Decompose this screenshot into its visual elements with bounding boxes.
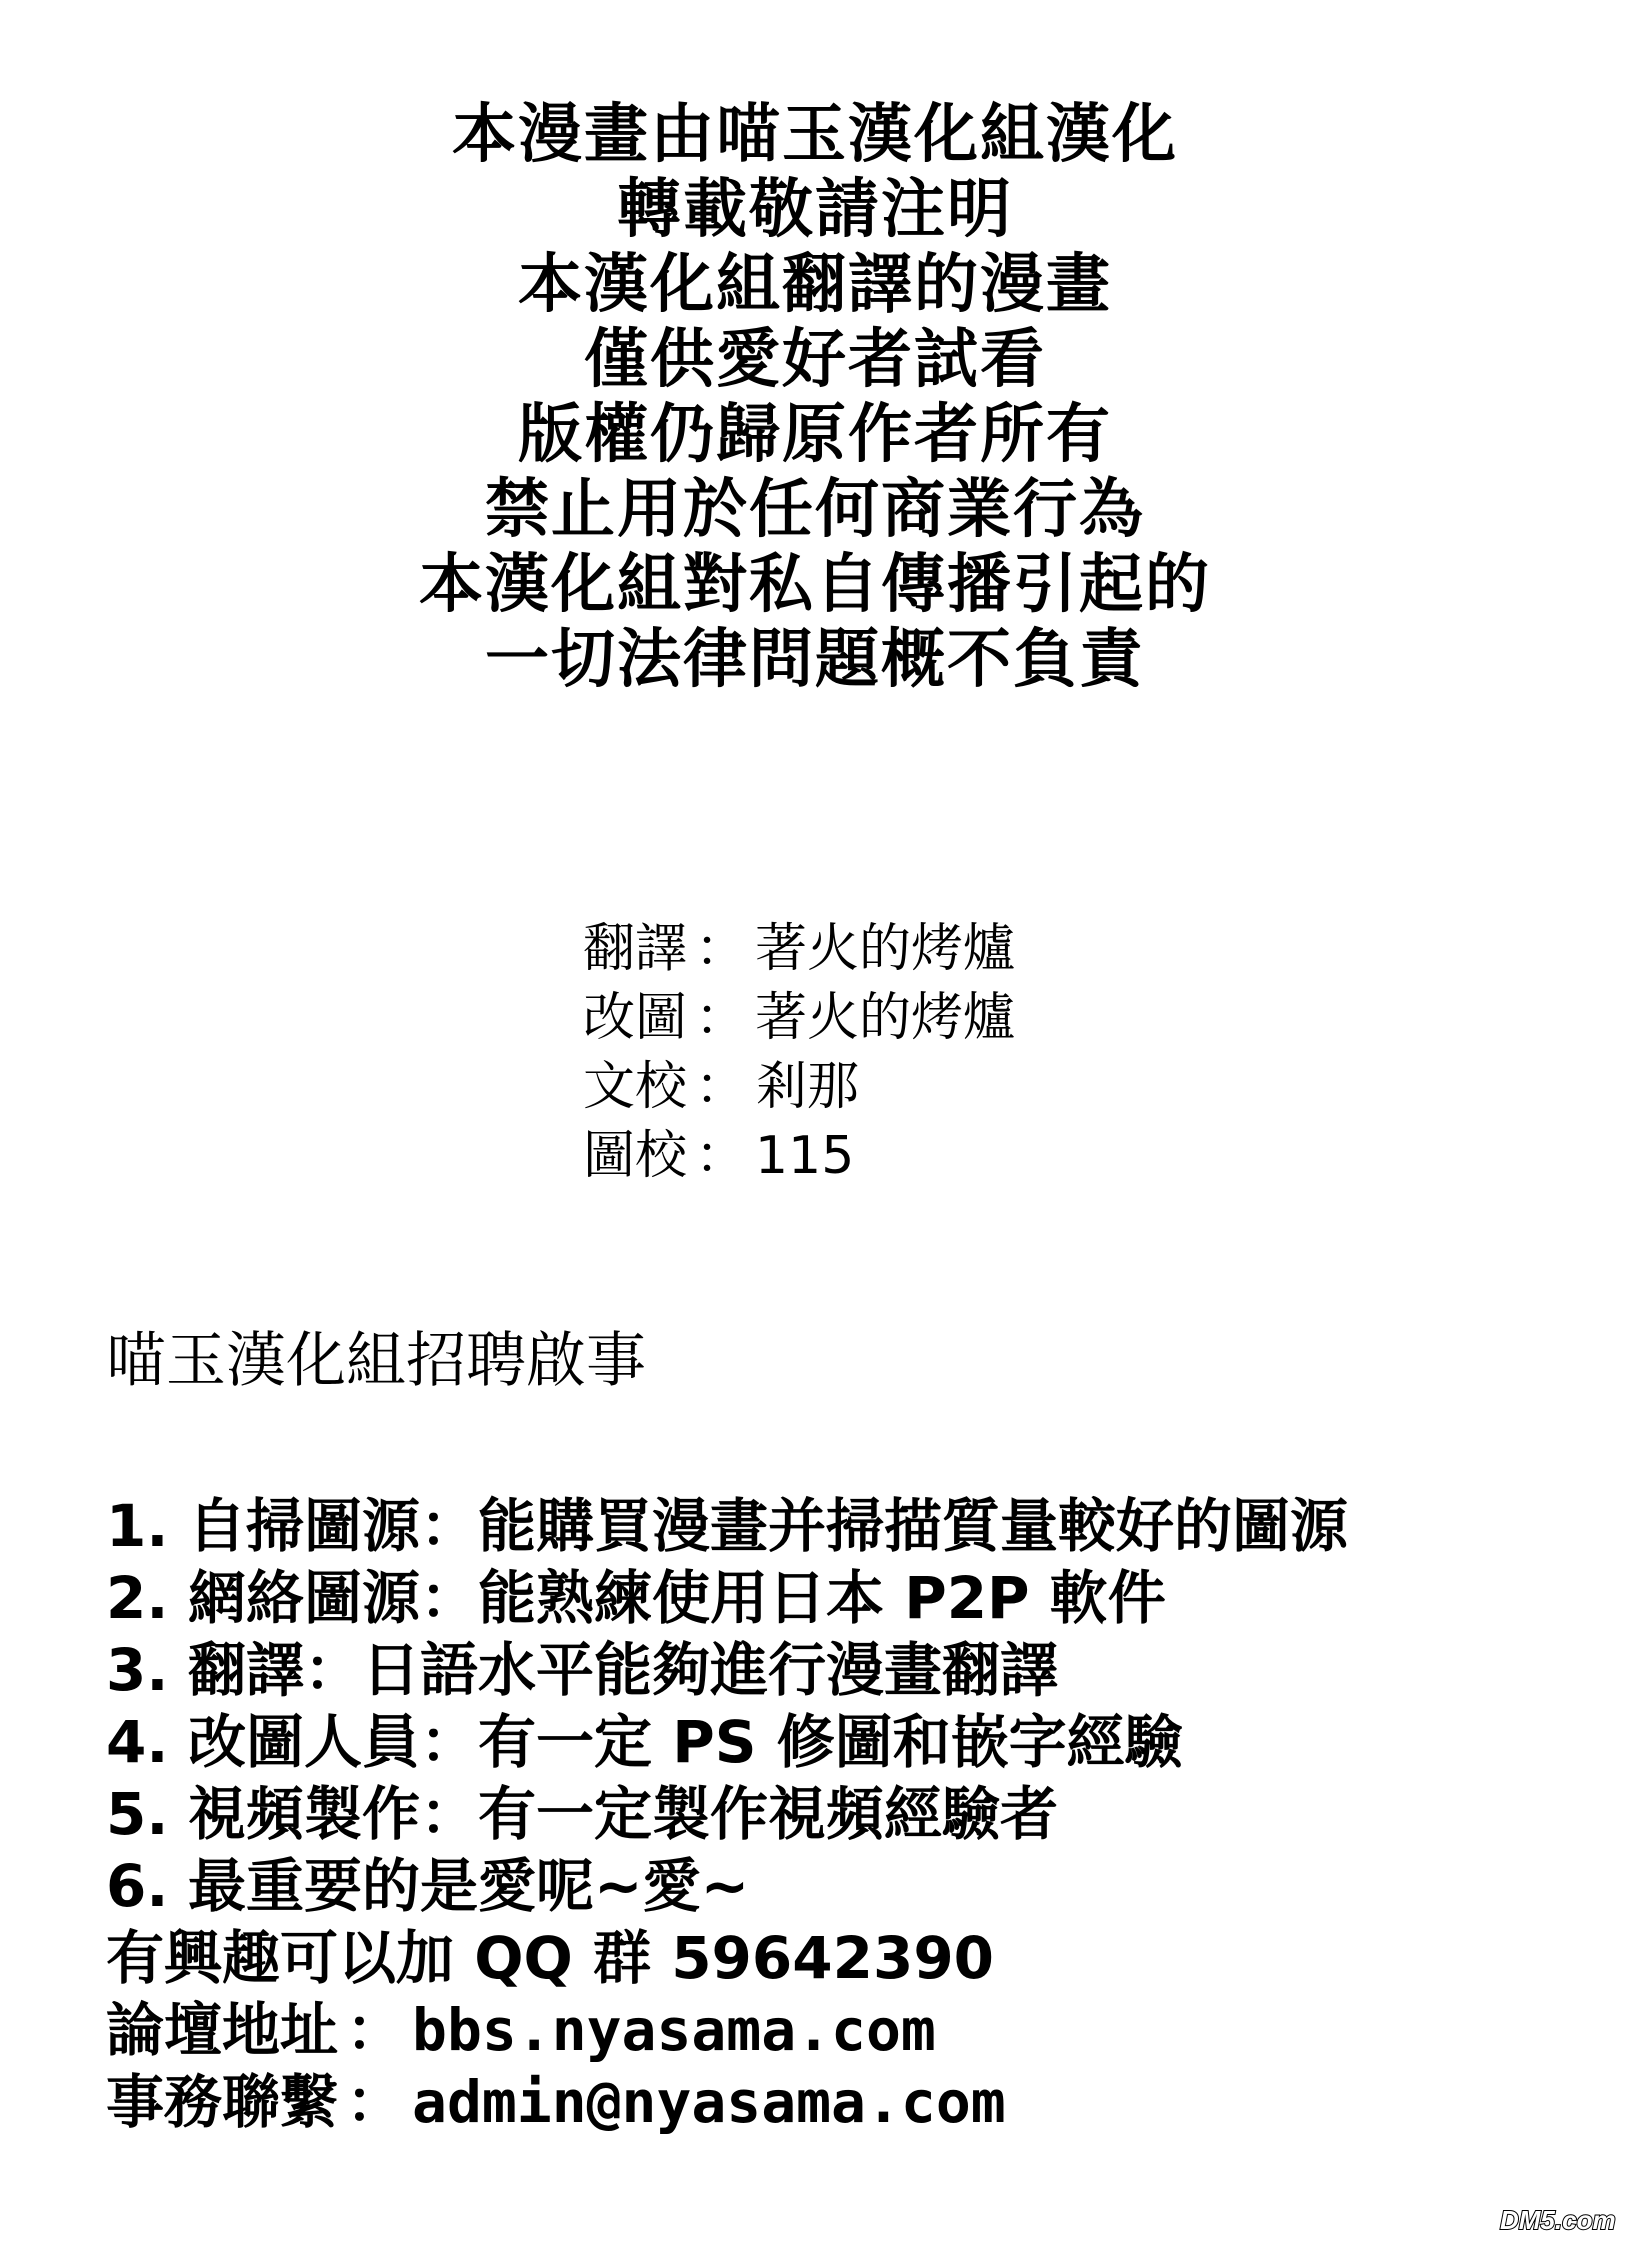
credit-name: 115 [755,1126,855,1186]
forum-link[interactable]: bbs.nyasama.com [412,1996,936,2064]
requirement-text: 改圖人員：有一定 PS 修圖和嵌字經驗 [188,1708,1183,1776]
credit-row [583,1122,1015,1191]
disclaimer-line: 本漫畫由喵玉漢化組漢化 [452,98,1178,172]
requirement-item [106,1562,1348,1634]
forum-sep: ： [346,1996,405,2064]
credit-name: 著火的烤爐 [755,988,1016,1048]
recruitment-title: 喵玉漢化組招聘啟事 [106,1326,646,1396]
credit-sep: ： [695,1057,748,1117]
requirement-number: 4. [106,1708,169,1776]
requirement-number: 6. [106,1852,169,1920]
email-sep: ： [346,2068,405,2136]
email-label: 事務聯繫 [106,2068,339,2136]
credit-name: 著火的烤爐 [755,919,1016,979]
credit-row [583,1053,1015,1122]
dm5-watermark-logo [1498,2195,1616,2241]
requirement-text: 自掃圖源：能購買漫畫并掃描質量較好的圖源 [188,1492,1349,1560]
requirement-item [106,1706,1348,1778]
email-line [106,2066,1006,2138]
requirement-item [106,1778,1348,1850]
requirement-text: 翻譯：日語水平能夠進行漫畫翻譯 [188,1636,1059,1704]
requirement-number: 1. [106,1492,169,1560]
credit-role: 圖校 [583,1126,688,1186]
disclaimer-line: 版權仍歸原作者所有 [518,398,1112,472]
disclaimer-line: 轉載敬請注明 [617,173,1013,247]
credits-block [583,915,1015,1191]
forum-label: 論壇地址 [106,1996,339,2064]
credit-sep: ： [695,988,748,1048]
forum-address-line [106,1994,1006,2066]
credit-role: 文校 [583,1057,688,1117]
requirement-text: 最重要的是愛呢~愛~ [188,1852,750,1920]
requirement-number: 3. [106,1636,169,1704]
requirement-number: 2. [106,1564,169,1632]
credit-name: 剎那 [755,1057,860,1117]
disclaimer-block [0,98,1630,698]
qq-group-line: 有興趣可以加 QQ 群 59642390 [106,1924,995,1992]
requirement-item [106,1490,1348,1562]
credit-row [583,915,1015,984]
credit-role: 翻譯 [583,919,688,979]
requirement-item [106,1850,1348,1922]
disclaimer-line: 一切法律問題概不負責 [485,623,1145,697]
recruitment-requirements [106,1490,1348,1922]
watermark-text: DM5.com [1500,2205,1616,2235]
requirement-text: 網絡圖源：能熟練使用日本 P2P 軟件 [188,1564,1166,1632]
email-link[interactable]: admin@nyasama.com [412,2068,1006,2136]
contact-block [106,1922,1006,2138]
credit-sep: ： [695,919,748,979]
credit-row [583,984,1015,1053]
credit-role: 改圖 [583,988,688,1048]
requirement-text: 視頻製作：有一定製作視頻經驗者 [188,1780,1059,1848]
requirement-number: 5. [106,1780,169,1848]
disclaimer-line: 僅供愛好者試看 [584,323,1046,397]
requirement-item [106,1634,1348,1706]
disclaimer-line: 禁止用於任何商業行為 [485,473,1145,547]
disclaimer-line: 本漢化組對私自傳播引起的 [419,548,1211,622]
credit-sep: ： [695,1126,748,1186]
disclaimer-line: 本漢化組翻譯的漫畫 [518,248,1112,322]
